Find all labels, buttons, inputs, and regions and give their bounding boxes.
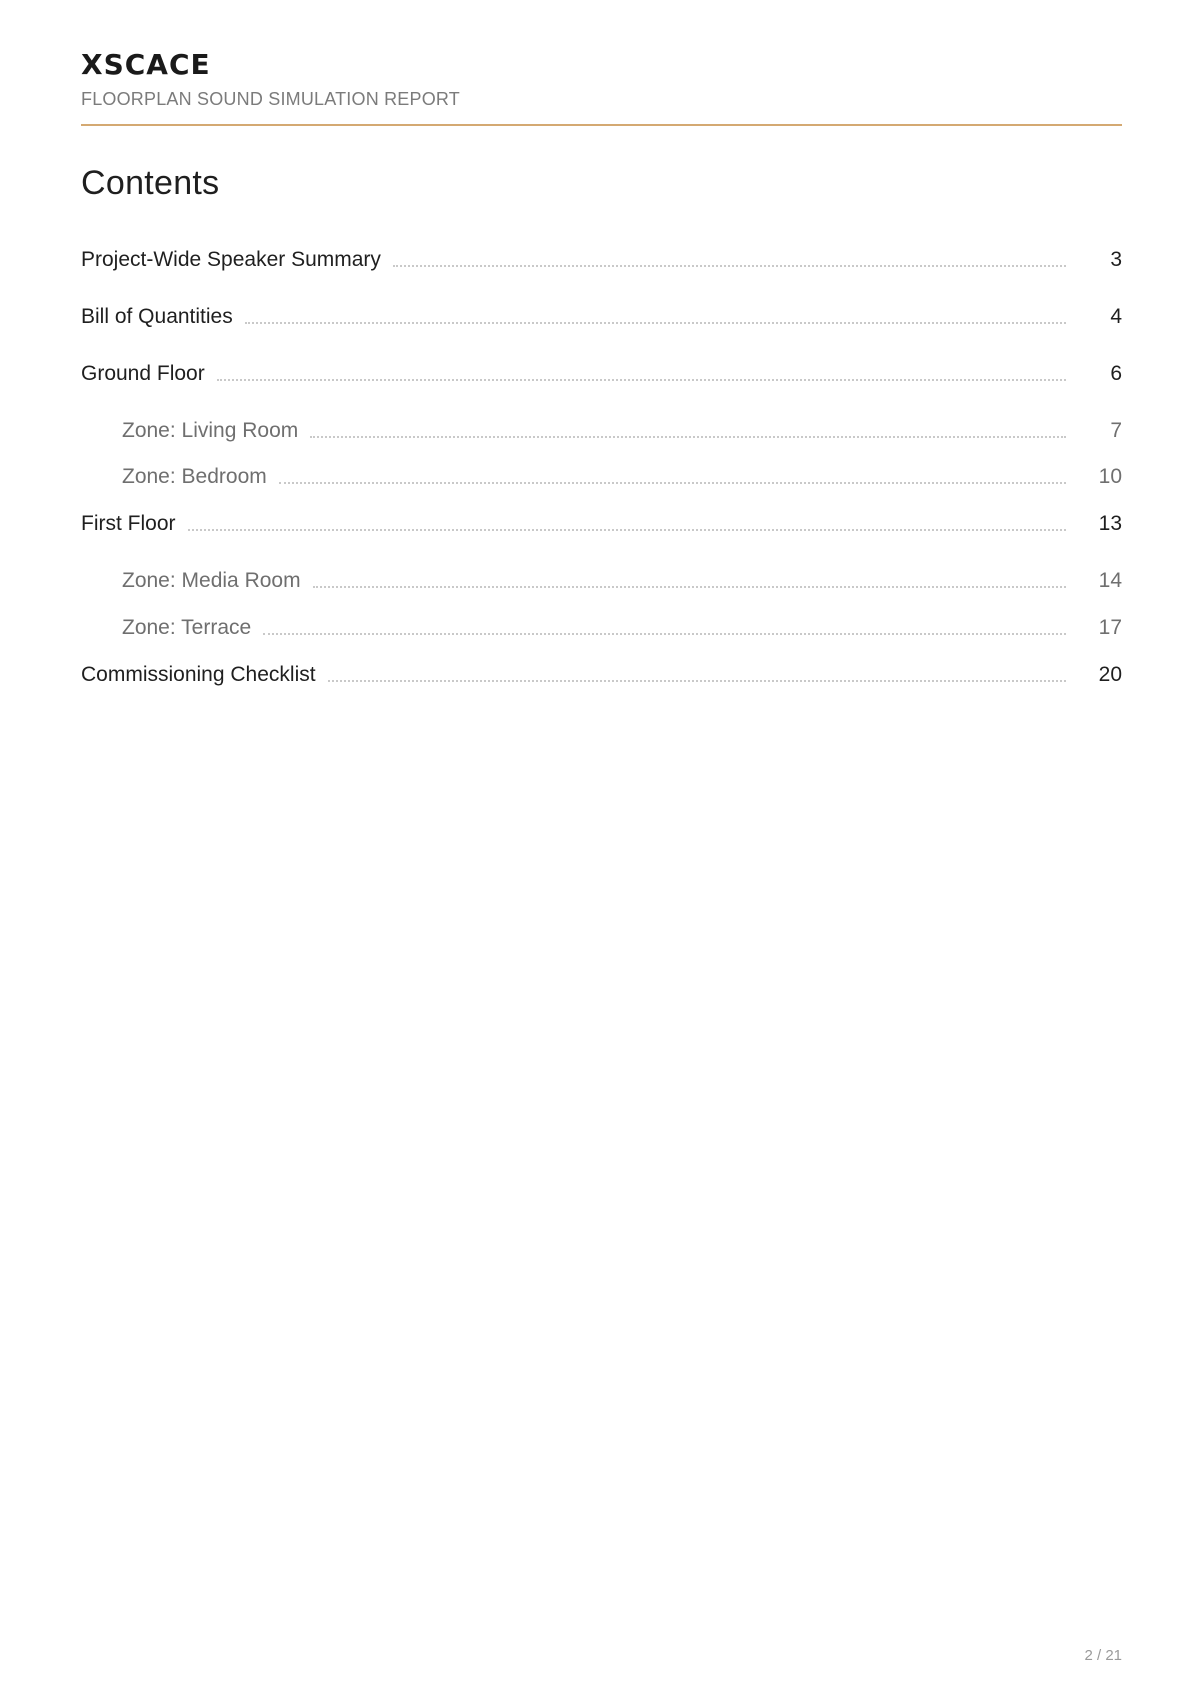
toc-entry-ground-floor[interactable] [81, 359, 1122, 389]
toc-entry-label: Zone: Living Room [122, 419, 299, 442]
report-title: FLOORPLAN SOUND SIMULATION REPORT [81, 89, 460, 109]
toc-leader-dots [217, 379, 1066, 381]
toc-entry-label: Project-Wide Speaker Summary [81, 248, 381, 271]
toc-leader-dots [393, 265, 1066, 267]
toc-leader-dots [245, 322, 1066, 324]
toc-entry-bill-of-quantities[interactable] [81, 302, 1122, 332]
toc-leader-dots [328, 680, 1066, 682]
toc-leader-dots [263, 633, 1066, 635]
contents-heading: Contents [81, 164, 220, 202]
toc-entry-page: 3 [1110, 248, 1122, 271]
toc-entry-page: 10 [1098, 465, 1122, 488]
toc-entry-first-floor[interactable] [81, 509, 1122, 539]
toc-entry-label: Commissioning Checklist [81, 663, 316, 686]
toc-entry-page: 13 [1098, 512, 1122, 535]
toc-entry-zone-living-room[interactable] [81, 416, 1122, 446]
toc-entry-label: Zone: Media Room [122, 569, 301, 592]
toc-entry-page: 4 [1110, 305, 1122, 328]
toc-leader-dots [313, 586, 1066, 588]
header-divider [81, 124, 1122, 126]
toc-leader-dots [310, 436, 1066, 438]
toc-entry-label: First Floor [81, 512, 176, 535]
toc-entry-page: 20 [1098, 663, 1122, 686]
toc-entry-project-wide-speaker-summary[interactable] [81, 245, 1122, 275]
toc-leader-dots [279, 482, 1066, 484]
toc-leader-dots [188, 529, 1067, 531]
toc-entry-commissioning-checklist[interactable] [81, 660, 1122, 690]
toc-entry-page: 17 [1098, 616, 1122, 639]
toc-entry-label: Zone: Terrace [122, 616, 252, 639]
toc-entry-label: Bill of Quantities [81, 305, 233, 328]
toc-entry-page: 14 [1098, 569, 1122, 592]
toc-entry-label: Ground Floor [81, 362, 205, 385]
toc-entry-label: Zone: Bedroom [122, 465, 267, 488]
page-header [81, 48, 1122, 110]
company-logo: XSCACE [81, 48, 211, 81]
toc-entry-page: 6 [1110, 362, 1122, 385]
toc-entry-page: 7 [1110, 419, 1122, 442]
toc-entry-zone-terrace[interactable] [81, 613, 1122, 643]
toc-entry-zone-bedroom[interactable] [81, 462, 1122, 492]
page-number-indicator: 2 / 21 [1084, 1647, 1122, 1664]
toc-entry-zone-media-room[interactable] [81, 566, 1122, 596]
